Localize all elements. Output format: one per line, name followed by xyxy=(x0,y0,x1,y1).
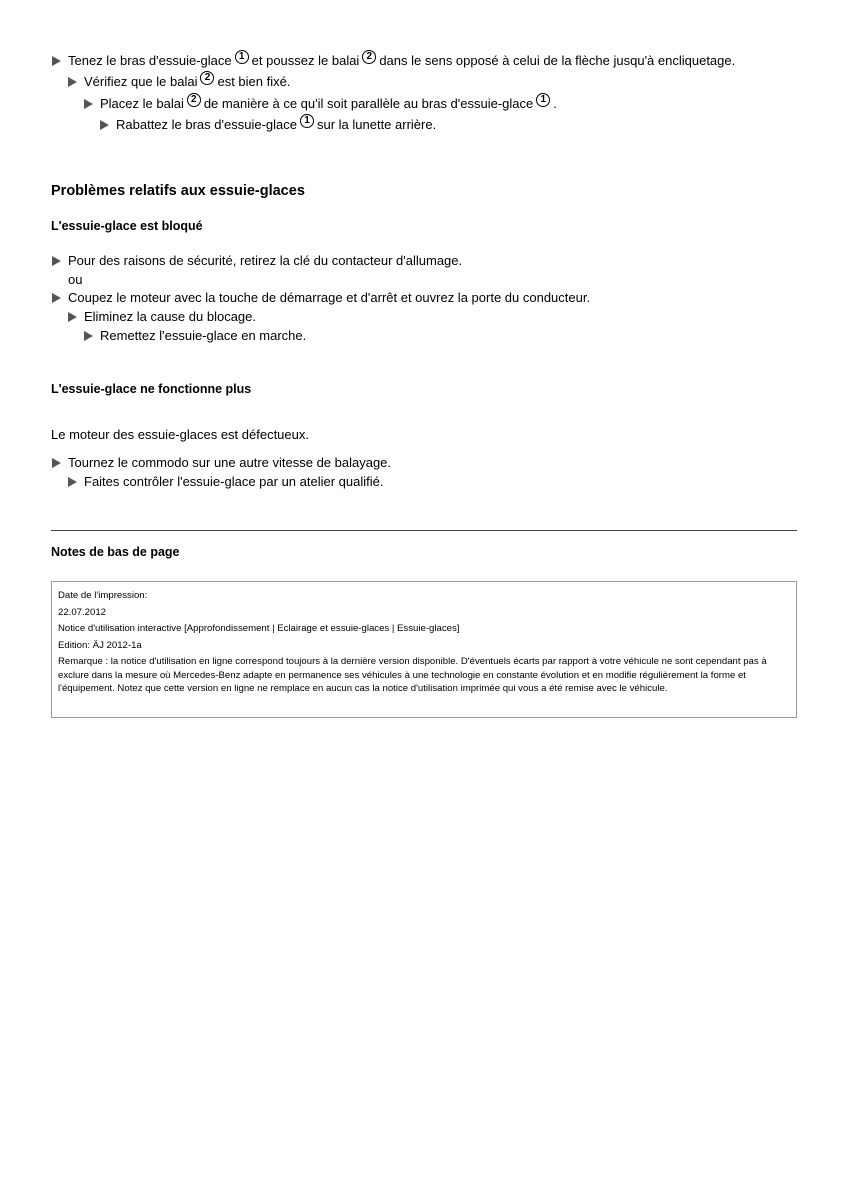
callout-1-icon: 1 xyxy=(300,114,314,128)
callout-2-icon: 2 xyxy=(362,50,376,64)
print-date: 22.07.2012 xyxy=(58,606,107,618)
section-title: Problèmes relatifs aux essuie-glaces xyxy=(51,183,305,199)
divider xyxy=(51,530,797,531)
remark-text: Remarque : la notice d'utilisation en ligne correspond toujours à la dernière version disponible. D'éventuels écarts par rapport à votre véhicule ne sont cependant pas à exclure dans la mesure où Mercedes-Benz adapte en permanence ses véhicules à une technologie en constante évolution et en modifie régulièrement la forme et l'équipement. Notez que cette version en ligne ne remplace en aucun cas la notice d'utilisation imprimée qui vous a été remise avec le véhicule. xyxy=(58,656,767,694)
step-text: Tenez le bras d'essuie-glace xyxy=(68,53,232,68)
step-remove-blockage xyxy=(68,309,256,325)
step-text: Rabattez le bras d'essuie-glace xyxy=(116,117,297,132)
step-text: est bien fixé. xyxy=(217,74,291,89)
cause-text: Le moteur des essuie-glaces est défectueux. xyxy=(51,427,309,442)
step-arrow-icon xyxy=(100,120,109,130)
subsection-heading-not-working: L'essuie-glace ne fonctionne plus xyxy=(51,382,252,396)
step-text: . xyxy=(553,96,557,111)
step-arrow-icon xyxy=(68,477,77,487)
step-arrow-icon xyxy=(84,99,93,109)
step-text: sur la lunette arrière. xyxy=(316,117,437,132)
step-check-blade-fixed xyxy=(68,74,290,90)
step-fold-wiper-arm xyxy=(100,117,436,133)
step-text: Remettez l'essuie-glace en marche. xyxy=(100,328,307,343)
callout-2-icon: 2 xyxy=(200,71,214,85)
step-push-wiper-blade xyxy=(52,53,735,69)
step-stop-engine xyxy=(52,290,590,306)
step-arrow-icon xyxy=(68,312,77,322)
step-text: Faites contrôler l'essuie-glace par un atelier qualifié. xyxy=(84,474,384,489)
step-text: Coupez le moteur avec la touche de démarrage et d'arrêt et ouvrez la porte du conducteur. xyxy=(68,290,591,305)
print-date-label: Date de l'impression: xyxy=(58,590,148,601)
step-text: et poussez le balai xyxy=(251,53,360,68)
step-arrow-icon xyxy=(52,458,61,468)
subsection-heading-blocked: L'essuie-glace est bloqué xyxy=(51,219,203,233)
callout-1-icon: 1 xyxy=(536,93,550,107)
step-text: Pour des raisons de sécurité, retirez la clé du contacteur d'allumage. xyxy=(68,253,463,268)
print-info-box xyxy=(51,581,797,718)
callout-1-icon: 1 xyxy=(235,50,249,64)
callout-2-icon: 2 xyxy=(187,93,201,107)
step-text: Placez le balai xyxy=(100,96,184,111)
step-remove-key xyxy=(52,253,462,269)
or-text: ou xyxy=(68,272,83,287)
step-text: Tournez le commodo sur une autre vitesse de balayage. xyxy=(68,455,392,470)
step-change-speed xyxy=(52,455,391,471)
step-text: Vérifiez que le balai xyxy=(84,74,198,89)
step-place-blade-parallel xyxy=(84,96,557,112)
footnotes-heading: Notes de bas de page xyxy=(51,545,180,559)
step-text: dans le sens opposé à celui de la flèche jusqu'à encliquetage. xyxy=(379,53,736,68)
step-restart-wiper xyxy=(84,328,306,344)
edition: Edition: ÄJ 2012-1a xyxy=(58,639,142,651)
step-arrow-icon xyxy=(68,77,77,87)
step-text: Eliminez la cause du blocage. xyxy=(84,309,256,324)
step-arrow-icon xyxy=(52,56,61,66)
step-text: de manière à ce qu'il soit parallèle au bras d'essuie-glace xyxy=(203,96,534,111)
source-path: Notice d'utilisation interactive [Approfondissement | Eclairage et essuie-glaces | Essuie-glaces] xyxy=(58,623,460,634)
step-arrow-icon xyxy=(52,293,61,303)
step-have-checked xyxy=(68,474,383,490)
step-arrow-icon xyxy=(84,331,93,341)
step-arrow-icon xyxy=(52,256,61,266)
